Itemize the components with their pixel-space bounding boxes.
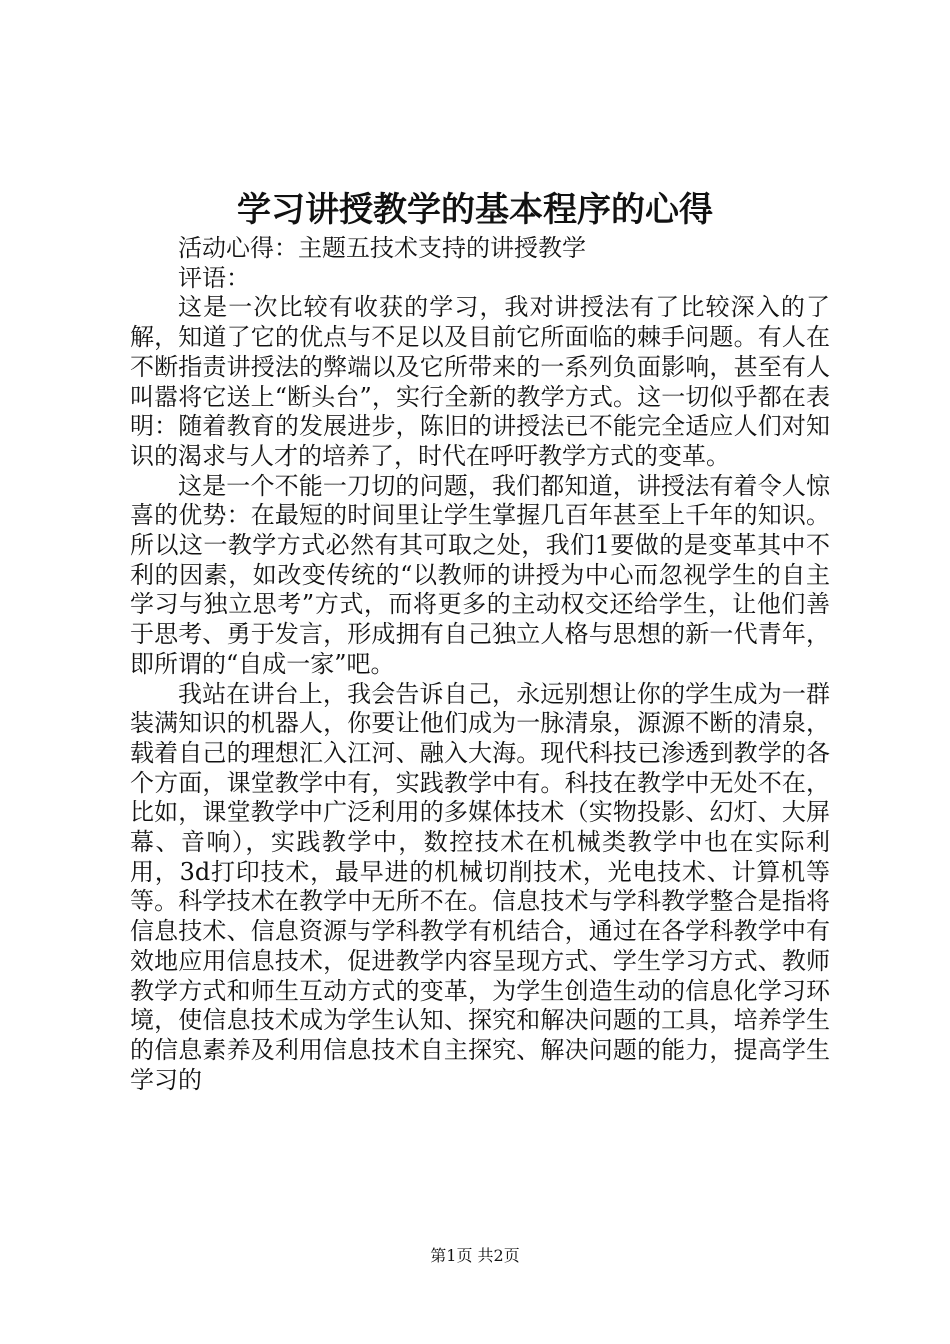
paragraph-comment-label: 评语： — [178, 263, 250, 292]
paragraph-2: 这是一个不能一刀切的问题，我们都知道，讲授法有着令人惊喜的优势：在最短的时间里让学生掌握几百年甚至上千年的知识。所以这一教学方式必然有其可取之处，我们1要做的是变革其中不利的因素，如改变传统的“以教师的讲授为中心而忽视学生的自主学习与独立思考”方式，而将更多的主动权交还给学生，让他们善于思考、勇于发言，形成拥有自己独立人格与思想的新一代青年，即所谓的“自成一家”吧。 — [130, 471, 830, 678]
paragraph-3: 我站在讲台上，我会告诉自己，永远别想让你的学生成为一群装满知识的机器人，你要让他们成为一脉清泉，源源不断的清泉，载着自己的理想汇入江河、融入大海。现代科技已渗透到教学的各个方面，课堂教学中有，实践教学中有。科技在教学中无处不在，比如，课堂教学中广泛利用的多媒体技术（实物投影、幻灯、大屏幕、音响），实践教学中，数控技术在机械类教学中也在实际利用，3d打印技术，最早进的机械切削技术，光电技术、计算机等等。科学技术在教学中无所不在。信息技术与学科教学整合是指将信息技术、信息资源与学科教学有机结合，通过在各学科教学中有效地应用信息技术，促进教学内容呈现方式、学生学习方式、教师教学方式和师生互动方式的变革，为学生创造生动的信息化学习环境，使信息技术成为学生认知、探究和解决问题的工具，培养学生的信息素养及利用信息技术自主探究、解决问题的能力，提高学生学习的 — [130, 679, 830, 1094]
page-number: 第1页 共2页 — [430, 1246, 520, 1265]
paragraph-1: 这是一次比较有收获的学习，我对讲授法有了比较深入的了解，知道了它的优点与不足以及目前它所面临的棘手问题。有人在不断指责讲授法的弊端以及它所带来的一系列负面影响，甚至有人叫嚣将它送上“断头台”，实行全新的教学方式。这一切似乎都在表明：随着教育的发展进步，陈旧的讲授法已不能完全适应人们对知识的渴求与人才的培养了，时代在呼吁教学方式的变革。 — [130, 293, 830, 470]
paragraph-activity: 活动心得：主题五技术支持的讲授教学 — [178, 234, 586, 262]
document-body — [130, 234, 830, 1095]
document-title: 学习讲授教学的基本程序的心得 — [237, 190, 713, 230]
